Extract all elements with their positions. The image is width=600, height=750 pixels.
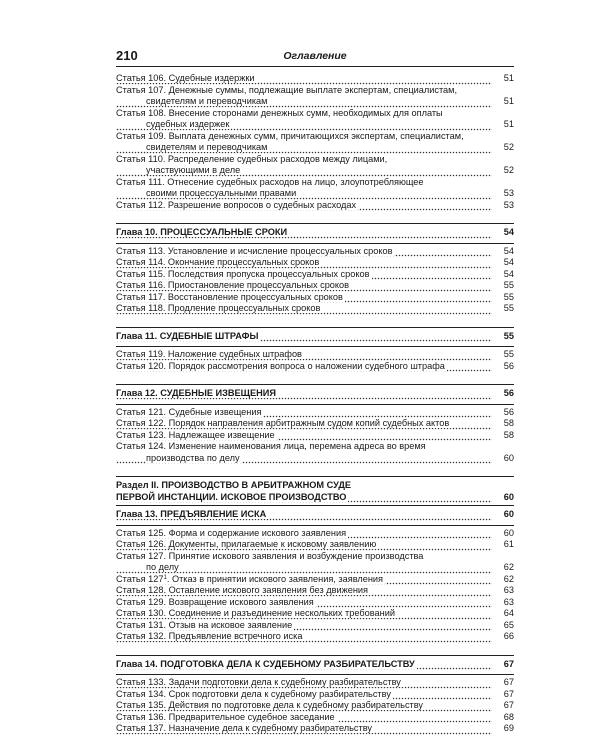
toc-page-number: 62 xyxy=(503,573,514,584)
toc-entry-article xyxy=(116,677,514,689)
toc-entry-chapter xyxy=(116,655,514,671)
toc-page-number: 60 xyxy=(503,452,514,463)
toc-entry-article xyxy=(116,269,514,281)
toc-entry-article xyxy=(116,712,514,724)
toc-entry-article xyxy=(116,257,514,269)
toc-page-number: 56 xyxy=(503,388,514,398)
running-header xyxy=(116,48,514,64)
toc-page-number: 51 xyxy=(503,73,514,83)
toc-entry-chapter xyxy=(116,223,514,239)
toc-line: Статья $127^1$. Отказ в принятии искового заявления, заявления xyxy=(116,574,492,586)
toc-entry-title xyxy=(116,608,514,620)
toc-page-number: 58 xyxy=(503,418,514,428)
toc-entry-article xyxy=(116,597,514,609)
toc-entry-article xyxy=(116,631,514,643)
toc-entry-title xyxy=(116,331,514,343)
toc-entry-title xyxy=(116,388,514,400)
toc-entry-title xyxy=(116,480,514,503)
toc-entry-article xyxy=(116,154,514,177)
header-rule xyxy=(116,66,514,67)
toc-line: Статья 131. Отзыв на исковое заявление xyxy=(116,620,492,632)
toc-entry-title xyxy=(116,257,514,269)
toc-line: Глава 14. ПОДГОТОВКА ДЕЛА К СУДЕБНОМУ РАЗБИРАТЕЛЬСТВУ xyxy=(116,659,492,671)
toc-entry-title xyxy=(116,631,514,643)
toc-entry-title xyxy=(116,131,514,154)
chapter-rule xyxy=(116,404,514,405)
toc-entry-title xyxy=(116,509,514,521)
toc-entry-title xyxy=(116,723,514,735)
toc-line: Статья 119. Наложение судебных штрафов xyxy=(116,349,492,361)
toc-entry-article xyxy=(116,430,514,442)
toc-line: Статья 110. Распределение судебных расходов между лицами, xyxy=(116,153,388,164)
toc-line: Статья 126. Документы, прилагаемые к исковому заявлению xyxy=(116,539,492,551)
toc-entry-article xyxy=(116,85,514,108)
toc-entry-article xyxy=(116,585,514,597)
toc-entry-chapter xyxy=(116,327,514,343)
toc-entry-title xyxy=(116,108,514,131)
toc-line: Статья 125. Форма и содержание искового заявления xyxy=(116,528,492,540)
toc-line: своими процессуальными правами xyxy=(116,188,492,200)
toc-line: Статья 128. Оставление искового заявления без движения xyxy=(116,585,492,597)
toc-entry-article xyxy=(116,108,514,131)
toc-page-number: 54 xyxy=(503,245,514,256)
toc-entry-article xyxy=(116,303,514,315)
toc-entry-article xyxy=(116,608,514,620)
toc-line: Статья 106. Судебные издержки xyxy=(116,73,492,85)
toc-entry-title xyxy=(116,349,514,361)
toc-entry-title xyxy=(116,361,514,373)
toc-entry-article xyxy=(116,418,514,430)
toc-page-number: 54 xyxy=(503,257,514,267)
toc-entry-article xyxy=(116,407,514,419)
toc-page-number: 52 xyxy=(503,165,514,175)
toc-line: участвующими в деле xyxy=(116,165,492,177)
toc-entry-title xyxy=(116,689,514,701)
toc-entry-article xyxy=(116,723,514,735)
toc-page-number: 54 xyxy=(503,227,514,237)
toc-entry-article xyxy=(116,539,514,551)
toc-page-number: 53 xyxy=(503,199,514,210)
toc-entry-title xyxy=(116,418,514,430)
chapter-rule xyxy=(116,525,514,526)
toc-line: Статья 114. Окончание процессуальных сроков xyxy=(116,257,492,269)
toc-page-number: 52 xyxy=(503,142,514,152)
toc-line: свидетелям и переводчикам xyxy=(116,142,492,154)
toc-entry-title xyxy=(116,539,514,551)
toc-entry-title xyxy=(116,407,514,419)
toc-page-number: 55 xyxy=(503,330,514,341)
toc-page-number: 66 xyxy=(503,631,514,641)
toc-line: Статья 108. Внесение сторонами денежных сумм, необходимых для оплаты xyxy=(116,107,443,118)
page-number: 210 xyxy=(116,48,138,63)
toc-entry-title xyxy=(116,280,514,292)
toc-line: судебных издержек xyxy=(116,119,492,131)
toc-entry-article xyxy=(116,349,514,361)
toc-entry-title xyxy=(116,177,514,200)
toc-entry-article xyxy=(116,73,514,85)
toc-line: Глава 10. ПРОЦЕССУАЛЬНЫЕ СРОКИ xyxy=(116,227,492,239)
toc-line: Статья 111. Отнесение судебных расходов на лицо, злоупотребляющее xyxy=(116,176,424,187)
toc-entry-chapter xyxy=(116,505,514,521)
toc-entry-title xyxy=(116,154,514,177)
table-of-contents xyxy=(116,73,514,735)
toc-entry-article xyxy=(116,131,514,154)
toc-page-number: 67 xyxy=(503,688,514,699)
toc-page-number: 55 xyxy=(503,280,514,290)
toc-page-number: 61 xyxy=(503,539,514,549)
toc-entry-article xyxy=(116,551,514,574)
toc-page-number: 67 xyxy=(503,700,514,710)
toc-entry-title xyxy=(116,528,514,540)
toc-page-number: 55 xyxy=(503,291,514,302)
toc-line: по делу xyxy=(116,562,492,574)
toc-entry-title xyxy=(116,677,514,689)
toc-entry-title xyxy=(116,597,514,609)
toc-line: Статья 121. Судебные извещения xyxy=(116,407,492,419)
toc-line: Статья 127. Принятие искового заявления и возбуждение производства xyxy=(116,550,424,561)
toc-entry-title xyxy=(116,73,514,85)
toc-page-number: 53 xyxy=(503,188,514,198)
toc-line: Статья 107. Денежные суммы, подлежащие выплате экспертам, специалистам, xyxy=(116,84,458,95)
superscript: 1 xyxy=(163,574,167,581)
toc-page-number: 56 xyxy=(503,406,514,417)
toc-line: Глава 13. ПРЕДЪЯВЛЕНИЕ ИСКА xyxy=(116,509,492,521)
toc-line: Статья 137. Назначение дела к судебному разбирательству xyxy=(116,723,492,735)
toc-entry-article xyxy=(116,292,514,304)
toc-line: Глава 11. СУДЕБНЫЕ ШТРАФЫ xyxy=(116,331,492,343)
toc-entry-title xyxy=(116,303,514,315)
toc-entry-title xyxy=(116,574,514,586)
toc-entry-article xyxy=(116,177,514,200)
toc-page-number: 51 xyxy=(503,96,514,106)
toc-page-number: 60 xyxy=(503,527,514,538)
toc-entry-article xyxy=(116,528,514,540)
toc-line: ПЕРВОЙ ИНСТАНЦИИ. ИСКОВОЕ ПРОИЗВОДСТВО xyxy=(116,492,492,504)
toc-page-number: 69 xyxy=(503,723,514,733)
toc-line: Статья 124. Изменение наименования лица, перемена адреса во время xyxy=(116,441,426,451)
toc-entry-title xyxy=(116,659,514,671)
toc-page-number: 63 xyxy=(503,585,514,595)
toc-line: Статья 118. Продление процессуальных сроков xyxy=(116,303,492,315)
toc-entry-title xyxy=(116,246,514,258)
chapter-rule xyxy=(116,674,514,675)
toc-entry-article xyxy=(116,620,514,632)
toc-entry-title xyxy=(116,551,514,574)
toc-line: Статья 117. Восстановление процессуальных сроков xyxy=(116,292,492,304)
toc-entry-article xyxy=(116,574,514,586)
toc-line: свидетелям и переводчикам xyxy=(116,96,492,108)
toc-line: Статья 130. Соединение и разъединение нескольких требований xyxy=(116,608,492,620)
toc-page-number: 51 xyxy=(503,119,514,129)
toc-entry-title xyxy=(116,585,514,597)
toc-entry-article xyxy=(116,689,514,701)
toc-line: Статья 134. Срок подготовки дела к судебному разбирательству xyxy=(116,689,492,701)
toc-line: Статья 122. Порядок направления арбитражным судом копий судебных актов xyxy=(116,418,492,430)
toc-entry-title xyxy=(116,85,514,108)
toc-entry-title xyxy=(116,292,514,304)
toc-entry-article xyxy=(116,200,514,212)
toc-line: Статья 113. Установление и исчисление процессуальных сроков xyxy=(116,246,492,258)
toc-line: Статья 120. Порядок рассмотрения вопроса о наложении судебного штрафа xyxy=(116,361,492,373)
toc-page-number: 56 xyxy=(503,360,514,371)
toc-line: Раздел II. ПРОИЗВОДСТВО В АРБИТРАЖНОМ СУДЕ xyxy=(116,480,352,490)
toc-line: Статья 115. Последствия пропуска процессуальных сроков xyxy=(116,269,492,281)
toc-entry-article xyxy=(116,441,514,464)
toc-line: Статья 135. Действия по подготовке дела к судебному разбирательству xyxy=(116,700,492,712)
toc-page-number: 54 xyxy=(503,268,514,279)
toc-page-number: 65 xyxy=(503,619,514,630)
toc-entry-title xyxy=(116,441,514,464)
chapter-rule xyxy=(116,346,514,347)
running-title: Оглавление xyxy=(283,50,347,62)
toc-line: Статья 129. Возвращение искового заявления xyxy=(116,597,492,609)
toc-page-number: 62 xyxy=(503,562,514,572)
toc-page-number: 60 xyxy=(503,491,514,502)
toc-line: Статья 123. Надлежащее извещение xyxy=(116,430,492,442)
toc-entry-article xyxy=(116,361,514,373)
toc-line: Статья 116. Приостановление процессуальных сроков xyxy=(116,280,492,292)
toc-entry-chapter xyxy=(116,384,514,400)
toc-page-number: 67 xyxy=(503,677,514,687)
toc-line: Статья 133. Задачи подготовки дела к судебному разбирательству xyxy=(116,677,492,689)
toc-page-number: 55 xyxy=(503,303,514,313)
toc-line: Глава 12. СУДЕБНЫЕ ИЗВЕЩЕНИЯ xyxy=(116,388,492,400)
toc-entry-section xyxy=(116,476,514,503)
toc-line: Статья 112. Разрешение вопросов о судебных расходах xyxy=(116,200,492,212)
toc-line: Статья 132. Предъявление встречного иска xyxy=(116,631,492,643)
toc-page-number: 63 xyxy=(503,596,514,607)
toc-entry-title xyxy=(116,430,514,442)
toc-entry-article xyxy=(116,280,514,292)
toc-entry-title xyxy=(116,200,514,212)
toc-entry-title xyxy=(116,700,514,712)
toc-entry-article xyxy=(116,246,514,258)
toc-page-number: 64 xyxy=(503,608,514,618)
toc-entry-title xyxy=(116,712,514,724)
toc-line: Статья 109. Выплата денежных сумм, причитающихся экспертам, специалистам, xyxy=(116,130,464,141)
toc-page-number: 55 xyxy=(503,349,514,359)
toc-entry-article xyxy=(116,700,514,712)
toc-entry-title xyxy=(116,620,514,632)
chapter-rule xyxy=(116,243,514,244)
toc-page-number: 67 xyxy=(503,658,514,669)
toc-line: Статья 136. Предварительное судебное заседание xyxy=(116,712,492,724)
toc-page-number: 68 xyxy=(503,711,514,722)
toc-entry-title xyxy=(116,227,514,239)
toc-entry-title xyxy=(116,269,514,281)
toc-page-number: 58 xyxy=(503,429,514,440)
toc-line: производства по делу xyxy=(116,453,492,465)
toc-page-number: 60 xyxy=(503,509,514,519)
